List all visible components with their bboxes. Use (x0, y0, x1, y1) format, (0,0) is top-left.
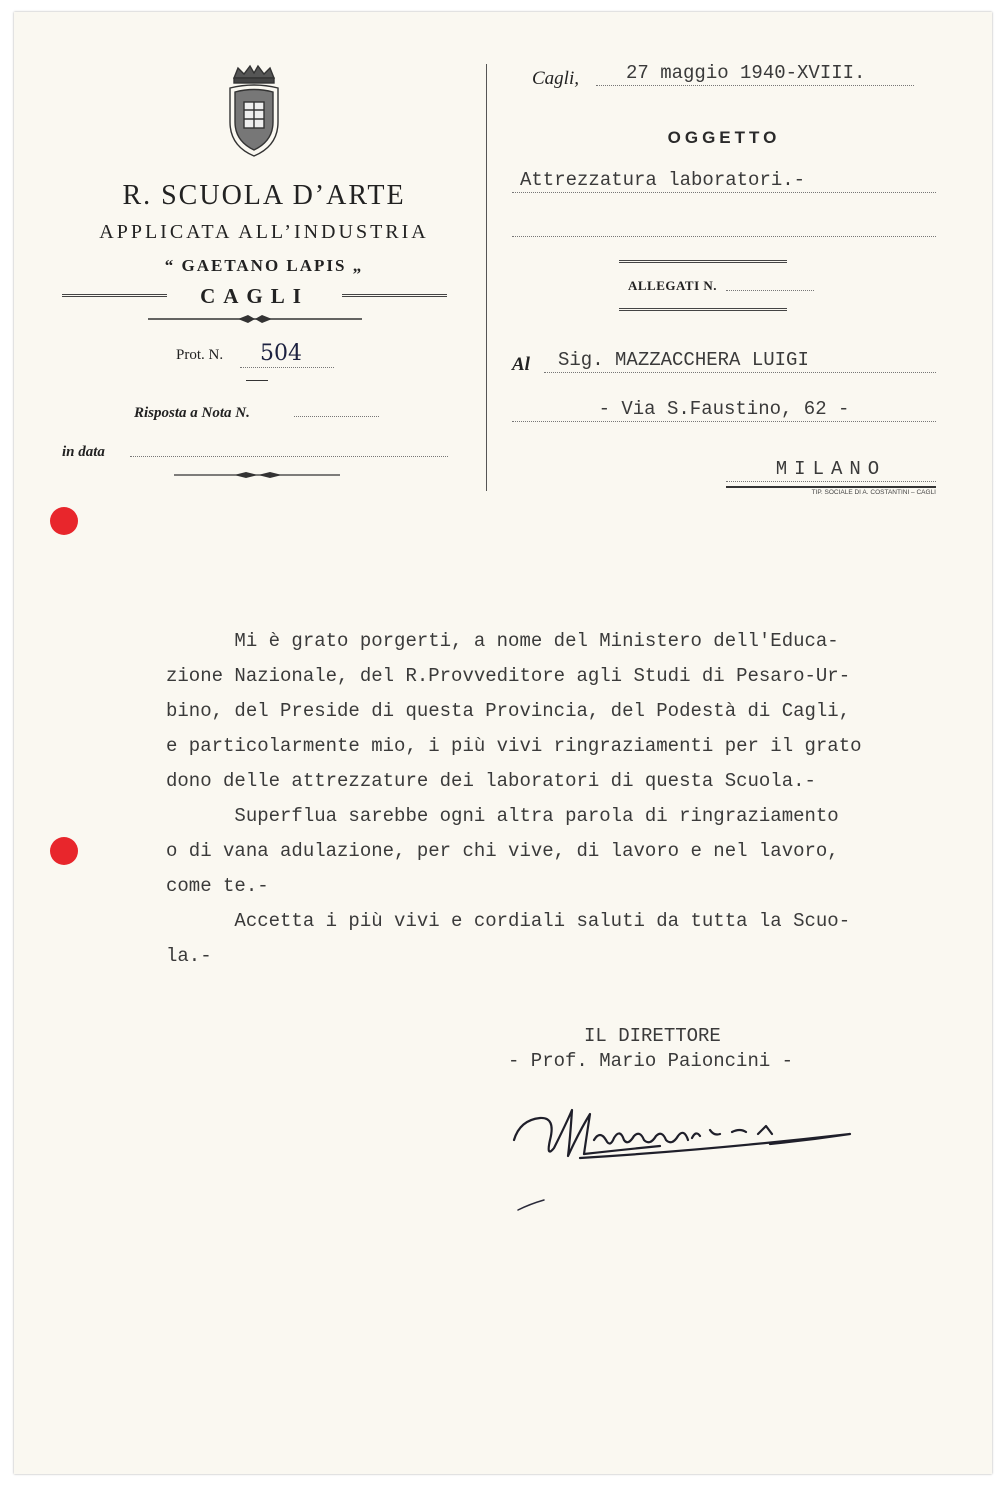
double-rule (619, 308, 787, 311)
prot-label: Prot. N. (176, 347, 224, 363)
body-line: bino, del Preside di questa Provincia, del Podestà di Cagli, (166, 700, 851, 722)
double-rule (619, 260, 787, 263)
school-subtitle: APPLICATA ALL’INDUSTRIA (99, 221, 429, 243)
body-line: dono delle attrezzature dei laboratori di questa Scuola.- (166, 770, 816, 792)
place-label: Cagli, (532, 68, 579, 89)
oggetto-label: OGGETTO (667, 128, 781, 147)
risposta-label: Risposta a Nota N. (134, 405, 250, 421)
letterhead-city: CAGLI (200, 284, 309, 308)
risposta-field (294, 416, 379, 417)
allegati-label: ALLEGATI N. (628, 278, 718, 293)
in-data-label: in data (62, 444, 105, 460)
school-name: R. SCUOLA D’ARTE (122, 180, 406, 211)
printer-credit: TIP. SOCIALE DI A. COSTANTINI – CAGLI (811, 489, 936, 496)
body-line: la.- (166, 945, 212, 967)
body-line: zione Nazionale, del R.Provveditore agli Studi di Pesaro-Ur- (166, 665, 851, 687)
punch-mark (50, 507, 78, 535)
body-line: e particolarmente mio, i più vivi ringraziamenti per il grato (166, 735, 862, 757)
ornament-divider-small-icon (174, 470, 340, 480)
body-line: Mi è grato porgerti, a nome del Ministero dell'Educa- (166, 630, 839, 652)
letterhead-city-row (62, 284, 447, 314)
prot-number: 504 (240, 346, 334, 368)
prot-dash (246, 380, 268, 381)
header-divider (486, 64, 487, 491)
body-line: Accetta i più vivi e cordiali saluti da tutta la Scuo- (166, 910, 851, 932)
recipient-name: Sig. MAZZACCHERA LUIGI (544, 349, 936, 373)
oggetto-value: Attrezzatura laboratori.- (512, 169, 936, 193)
in-data-field (130, 456, 448, 457)
closing-name: - Prof. Mario Paioncini - (508, 1050, 794, 1072)
ornament-divider-icon (148, 312, 362, 326)
letter-date: 27 maggio 1940-XVIII. (596, 62, 914, 86)
oggetto-line (512, 236, 936, 237)
crown-shield-crest-icon (224, 64, 284, 159)
recipient-city-rule (726, 486, 936, 488)
handwritten-signature-icon (510, 1100, 860, 1172)
recipient-street: - Via S.Faustino, 62 - (512, 398, 936, 422)
letter-sheet (14, 12, 992, 1474)
body-line: Superflua sarebbe ogni altra parola di ringraziamento (166, 805, 839, 827)
body-line: o di vana adulazione, per chi vive, di lavoro e nel lavoro, (166, 840, 839, 862)
punch-mark (50, 837, 78, 865)
letter-body (166, 624, 926, 974)
pen-tick-icon (516, 1198, 546, 1212)
body-line: come te.- (166, 875, 269, 897)
recipient-city: MILANO (726, 458, 936, 482)
closing-title: IL DIRETTORE (584, 1025, 721, 1047)
allegati-field (726, 290, 814, 291)
al-label: Al (512, 354, 530, 375)
school-namesake: “ GAETANO LAPIS „ (164, 256, 364, 275)
